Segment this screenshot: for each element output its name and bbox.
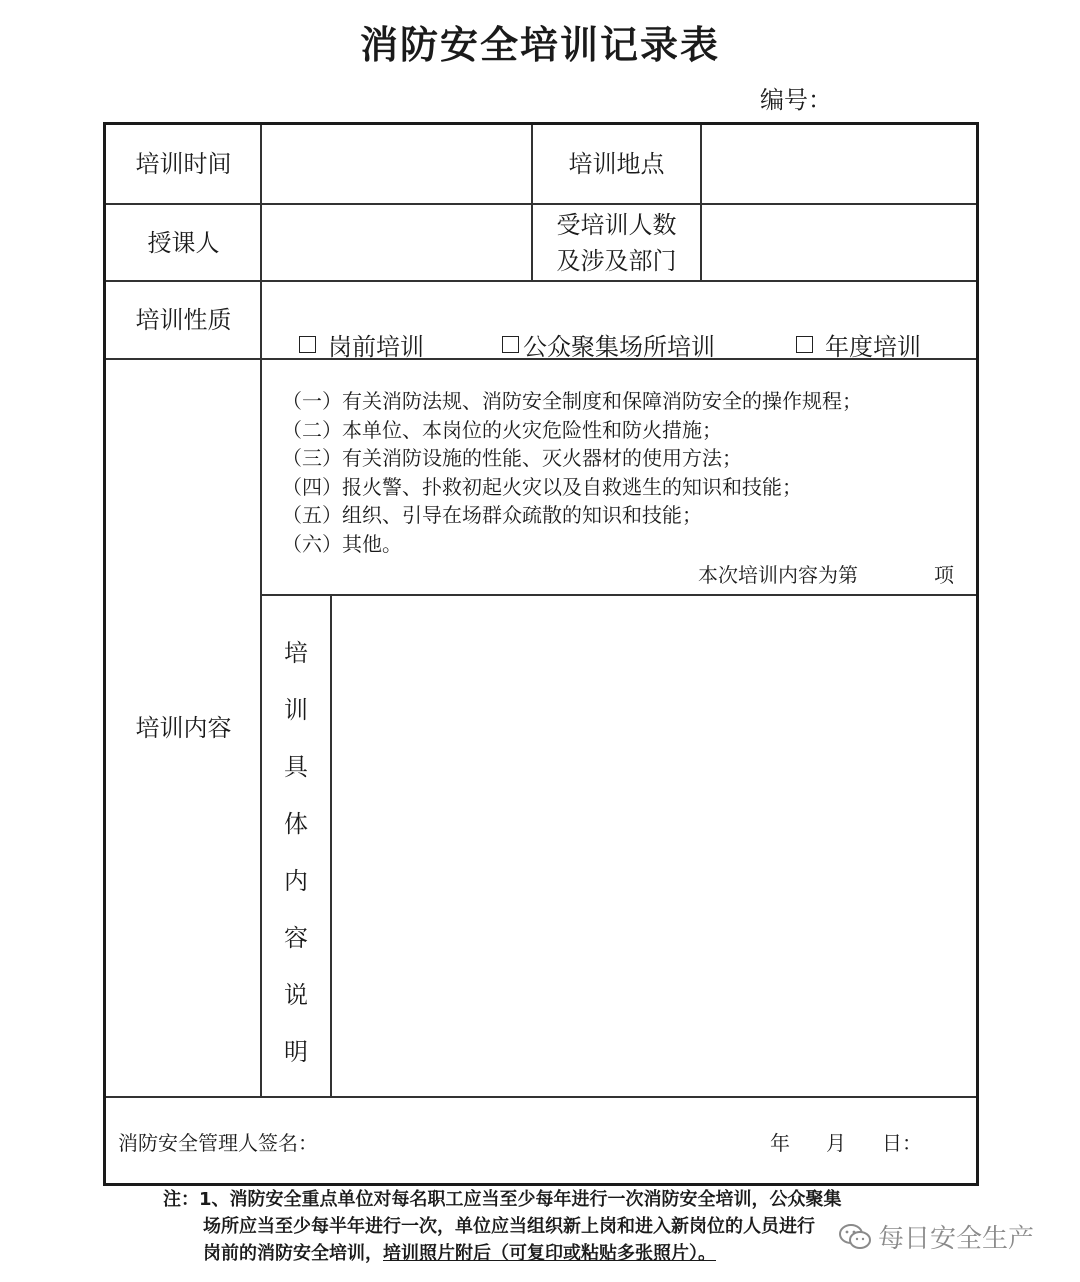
footnotes <box>163 1186 842 1267</box>
checkbox-pre-job[interactable] <box>299 336 316 353</box>
signature-label: 消防安全管理人签名： <box>118 1131 318 1155</box>
note-line-3 <box>163 1240 842 1267</box>
detail-label-char: 说 <box>284 981 308 1009</box>
training-time-field[interactable] <box>262 125 531 203</box>
serial-label: 编号： <box>760 86 832 114</box>
watermark-text: 每日安全生产 <box>878 1224 1035 1254</box>
wechat-icon <box>838 1222 872 1252</box>
signature-row <box>118 1127 618 1156</box>
checkbox-public-gathering[interactable] <box>502 336 519 353</box>
option-pre-job-label: 岗前培训 <box>328 332 424 361</box>
detail-label-char: 容 <box>284 924 308 952</box>
content-item: （三）有关消防设施的性能、灭火器材的使用方法； <box>282 446 742 471</box>
option-annual[interactable] <box>796 305 921 383</box>
training-record-table <box>103 122 979 1186</box>
trainees-label-line1: 受培训人数 <box>556 210 677 239</box>
option-public-gathering-label: 公众聚集场所培训 <box>523 332 715 361</box>
content-item: （二）本单位、本岗位的火灾危险性和防火措施； <box>282 417 722 442</box>
content-item: （六）其他。 <box>282 531 402 556</box>
detail-label-char: 培 <box>284 639 308 667</box>
detail-label-char: 明 <box>284 1038 308 1066</box>
training-nature-label: 培训性质 <box>135 306 232 334</box>
lecturer-field[interactable] <box>262 204 531 281</box>
content-item: （一）有关消防法规、消防安全制度和保障消防安全的操作规程； <box>282 389 862 413</box>
watermark <box>838 1218 1034 1255</box>
training-time-label: 培训时间 <box>135 150 232 178</box>
row-divider <box>106 1096 976 1098</box>
note-line-2: 场所应当至少每半年进行一次，单位应当组织新上岗和进入新岗位的人员进行 <box>203 1216 815 1237</box>
trainees-label-line2: 及涉及部门 <box>556 246 677 275</box>
items-count-suffix: 项 <box>934 563 954 587</box>
training-content-list <box>282 387 862 559</box>
date-month-label: 月 <box>826 1131 846 1155</box>
trainees-field[interactable] <box>702 204 976 281</box>
checkbox-annual[interactable] <box>796 336 813 353</box>
serial-number <box>760 80 892 115</box>
option-public-gathering[interactable] <box>502 305 715 383</box>
option-pre-job[interactable] <box>299 305 424 383</box>
note-line-3-b: 培训照片附后（可复印或粘贴多张照片）。 <box>383 1243 716 1264</box>
detail-description-field[interactable] <box>332 596 976 1096</box>
date-row <box>770 1127 922 1156</box>
items-count-line <box>698 559 954 588</box>
note-line-1: 注：1、消防安全重点单位对每名职工应当至少每年进行一次消防安全培训，公众聚集 <box>163 1189 842 1210</box>
date-year-label: 年 <box>770 1131 790 1155</box>
date-day-label: 日： <box>882 1131 922 1155</box>
training-content-label: 培训内容 <box>135 713 232 742</box>
training-location-field[interactable] <box>702 125 976 203</box>
detail-label-char: 具 <box>284 753 308 781</box>
items-count-prefix: 本次培训内容为第 <box>698 563 858 587</box>
form-title: 消防安全培训记录表 <box>359 23 720 67</box>
detail-label-char: 训 <box>284 696 308 724</box>
note-line-3-a: 岗前的消防安全培训， <box>203 1243 383 1264</box>
training-location-label: 培训地点 <box>568 150 665 178</box>
content-item: （四）报火警、扑救初起火灾以及自救逃生的知识和技能； <box>282 474 802 499</box>
lecturer-label: 授课人 <box>147 228 220 257</box>
detail-label-char: 体 <box>284 810 308 838</box>
detail-description-label <box>262 625 330 1081</box>
detail-label-char: 内 <box>284 867 308 895</box>
option-annual-label: 年度培训 <box>825 332 921 361</box>
trainees-label <box>532 204 701 281</box>
content-item: （五）组织、引导在场群众疏散的知识和技能； <box>282 503 702 528</box>
